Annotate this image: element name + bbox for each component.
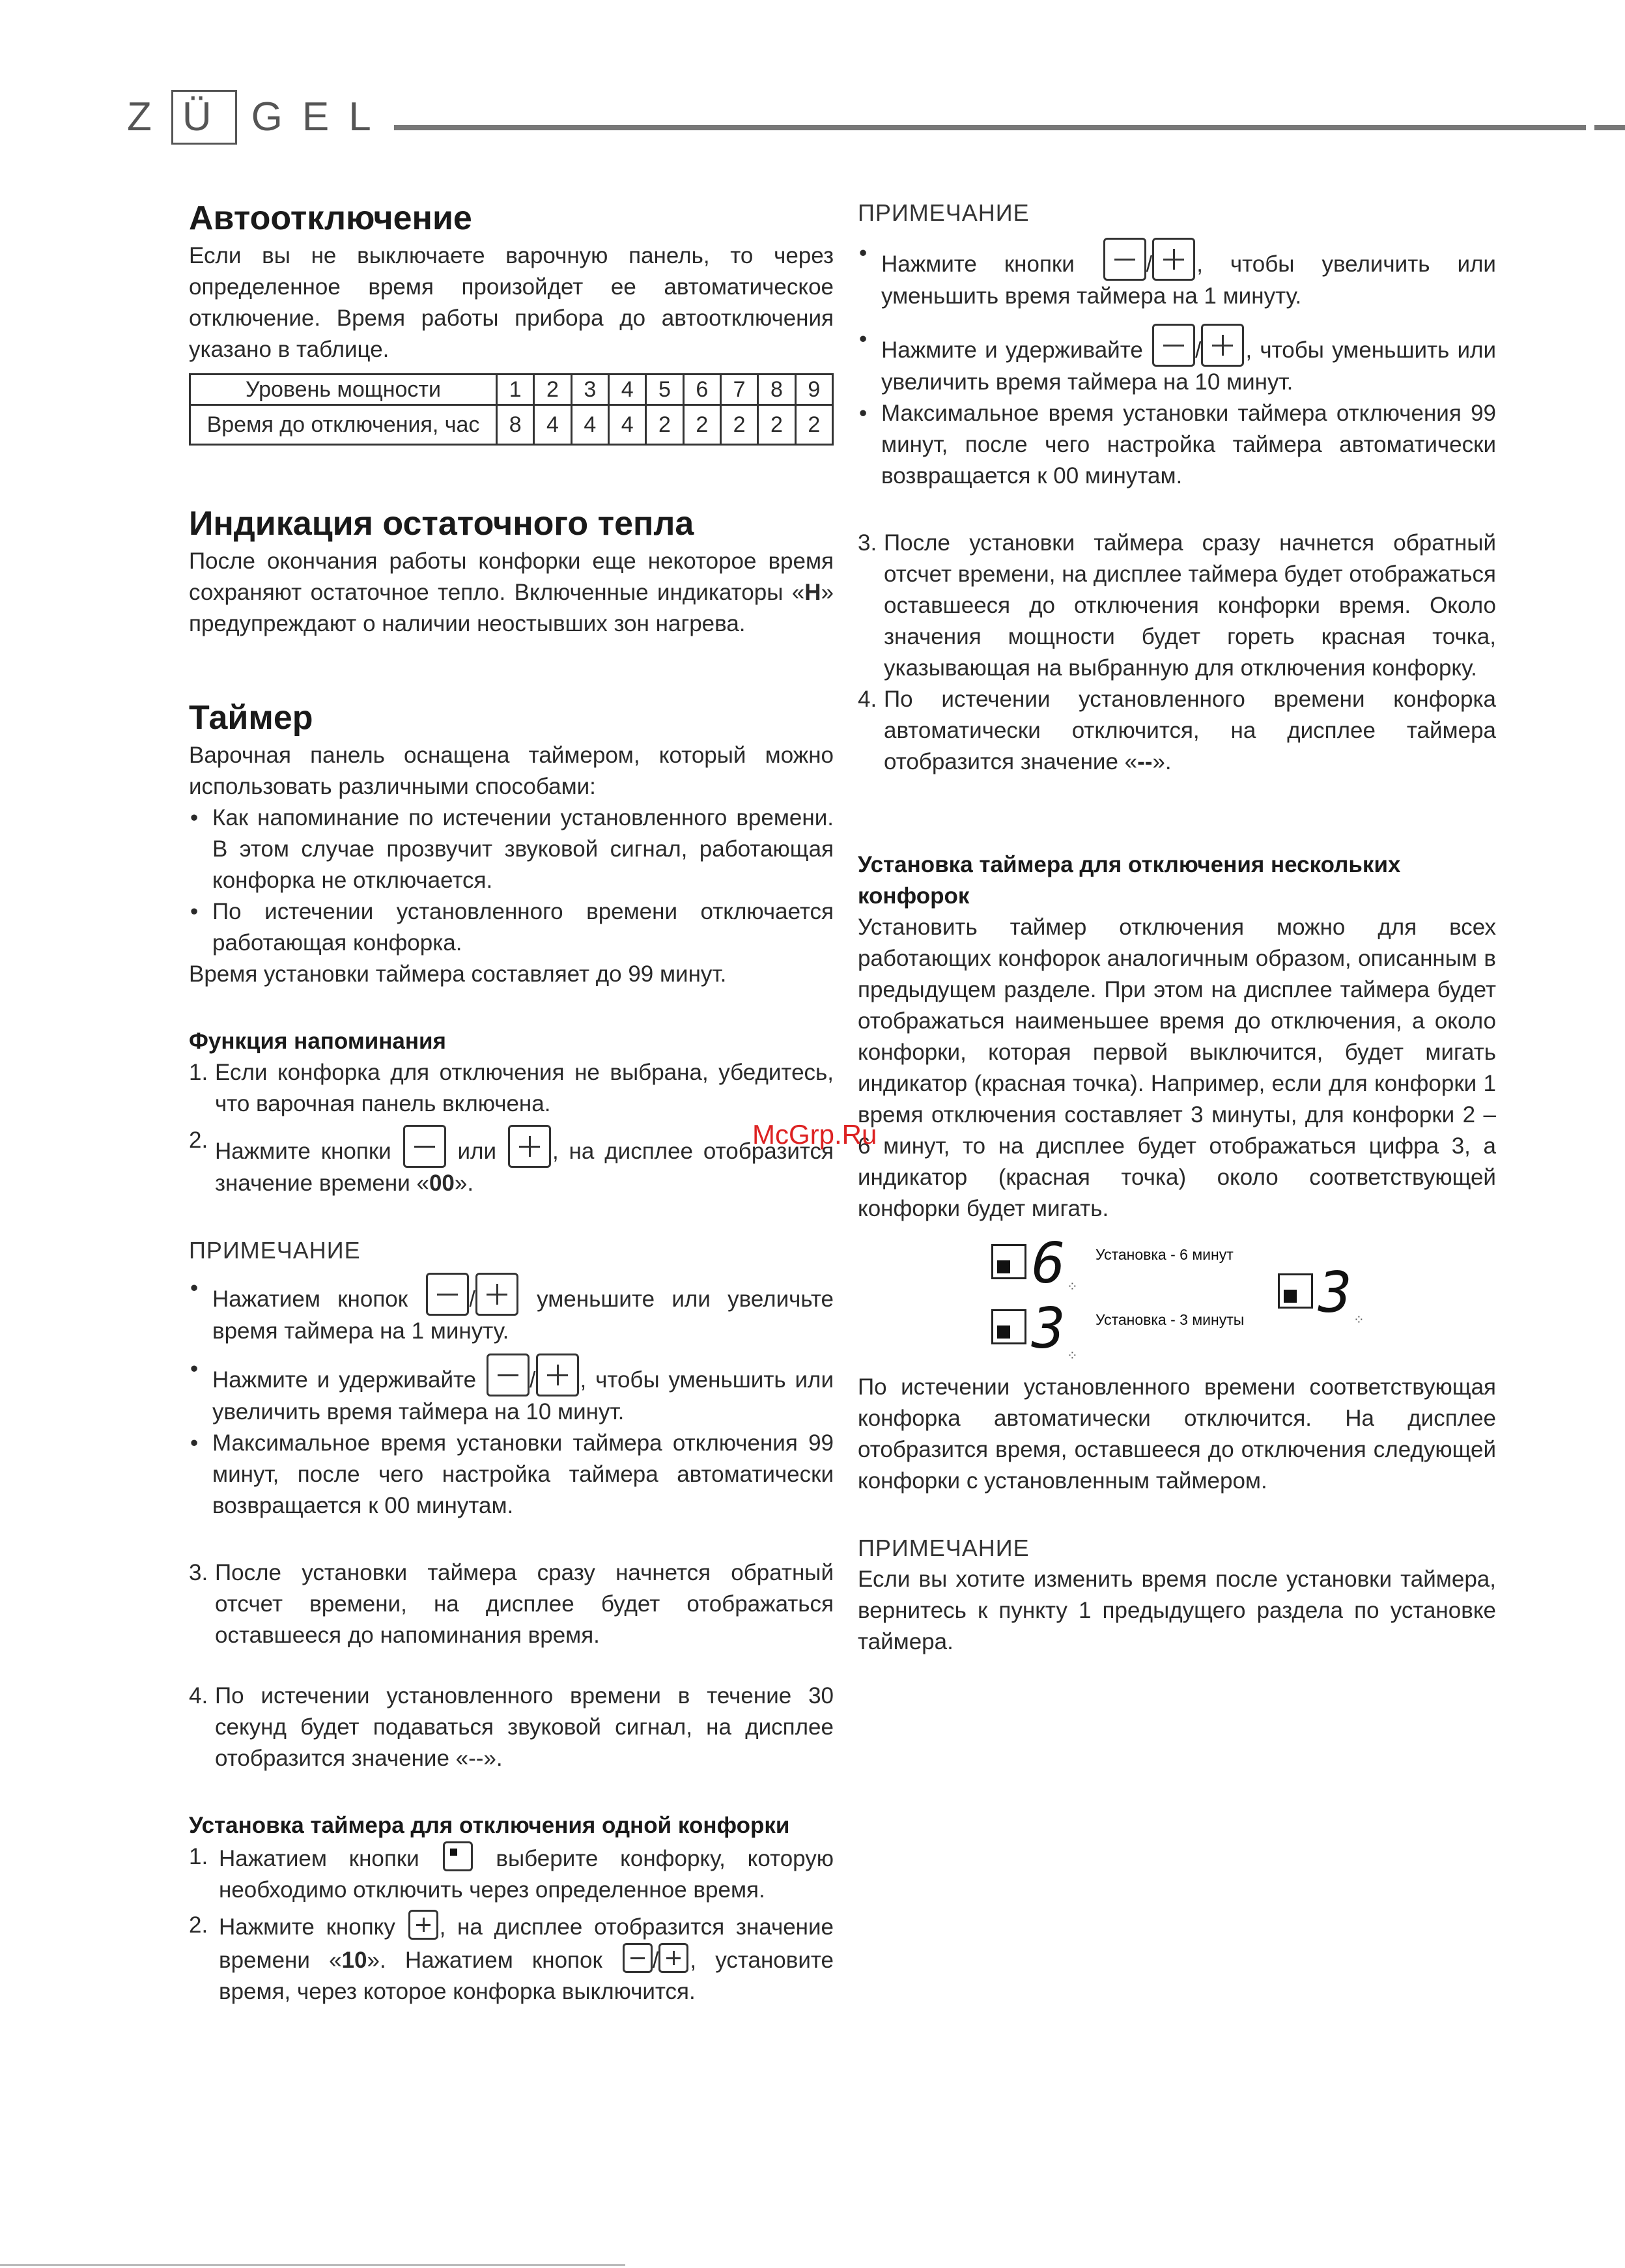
step-text: или bbox=[457, 1139, 497, 1164]
display-digit: 6 bbox=[1032, 1231, 1066, 1296]
step-text: выберите конфорку, которую необходимо отключить через определенное время. bbox=[219, 1846, 834, 1903]
timer-dot-icon: ⁘ bbox=[1067, 1349, 1078, 1363]
minus-key-icon bbox=[1152, 324, 1195, 367]
auto-off-text: Если вы не выключаете варочную панель, то через определенное время произойдет ее автоматическое отключение. Время работы прибора до автоотключения указано в таблице. bbox=[189, 243, 834, 362]
after-text: По истечении установленного времени соответствующая конфорка автоматически отключится. На дисплее отобразится время, оставшееся до отключения следующей конфорки с установленным таймером. bbox=[858, 1374, 1496, 1494]
note-text: уменьшите или увеличьте время таймера на 1 минуту. bbox=[212, 1286, 834, 1344]
shutoff-steps-continued bbox=[858, 528, 1496, 778]
step-number: 1. bbox=[189, 1844, 208, 1869]
step-text: Нажатием кнопки bbox=[219, 1846, 419, 1871]
note-heading: ПРИМЕЧАНИЕ bbox=[858, 199, 1030, 226]
auto-off-table bbox=[189, 373, 834, 446]
note-text: , чтобы уменьшить или увеличить время таймера на 10 минут. bbox=[881, 337, 1496, 395]
burner-indicator-icon bbox=[991, 1244, 1026, 1279]
table-row-hours bbox=[190, 405, 833, 445]
note-text: , чтобы уменьшить или увеличить время таймера на 10 минут. bbox=[212, 1367, 834, 1425]
step-text: , установите время, через которое конфорка выключится. bbox=[219, 1948, 834, 2004]
table-cell-level: 5 bbox=[646, 375, 683, 405]
table-cell-level: 2 bbox=[534, 375, 571, 405]
step-number: 3. bbox=[858, 530, 877, 556]
logo-letter-u-boxed: Ü bbox=[171, 90, 237, 145]
zugel-logo bbox=[127, 91, 391, 143]
plus-key-icon bbox=[1201, 324, 1244, 367]
table-cell-hours: 4 bbox=[608, 405, 645, 445]
multi-burner-heading: Установка таймера для отключения нескольких конфорок bbox=[858, 852, 1401, 909]
residual-h-symbol: H bbox=[804, 580, 821, 605]
step-number: 3. bbox=[189, 1560, 208, 1585]
multi-burner-text: Установить таймер отключения можно для всех работающих конфорок аналогичным образом, описанным в предыдущем разделе. При этом на дисплее таймера будет отображаться наименьшее время до отключения, а около конфорки, которая первой выключится, будет мигать индикатор (красная точка). Например, если для конфорки 1 время отключения составляет 3 минуты, для конфорки 2 – 6 минут, то на дисплее будет отображаться цифра 3, а индикатор (красная точка) около соответствующей конфорки будет мигать. bbox=[858, 914, 1496, 1221]
step-text: После установки таймера сразу начнется обратный отсчет времени, на дисплее будет отображаться оставшееся до напоминания время. bbox=[215, 1560, 834, 1648]
header-rule bbox=[394, 125, 1586, 130]
note-text: , чтобы увеличить или уменьшить время таймера на 1 минуту. bbox=[881, 251, 1496, 309]
timer-dot-icon: ⁘ bbox=[1353, 1313, 1364, 1327]
figure-caption: Установка - 3 минуты bbox=[1095, 1311, 1245, 1328]
table-cell-level: 7 bbox=[720, 375, 757, 405]
single-burner-heading: Установка таймера для отключения одной конфорки bbox=[189, 1813, 790, 1838]
step-text: ». bbox=[1152, 749, 1172, 774]
residual-heat-text bbox=[189, 546, 834, 640]
logo-letter-e: E bbox=[302, 94, 349, 139]
step-text: После установки таймера сразу начнется обратный отсчет времени, на дисплее таймера будет отображаться оставшееся до отключения конфорки время. Около значения мощности будет гореть красная точка, указывающая на выбранную для отключения конфорку. bbox=[884, 530, 1496, 681]
minus-key-icon bbox=[403, 1125, 446, 1168]
table-row-power-level bbox=[190, 375, 833, 405]
single-burner-steps bbox=[189, 1841, 834, 2007]
list-item: • Максимальное время установки таймера отключения 99 минут, после чего настройка таймера автоматически возвращается к 00 минутам. bbox=[189, 1428, 834, 1522]
timer-modes-list bbox=[189, 802, 834, 959]
table-cell-level: 3 bbox=[571, 375, 608, 405]
plus-key-icon bbox=[475, 1273, 518, 1316]
logo-letter-l: L bbox=[348, 94, 391, 139]
list-item bbox=[189, 1680, 834, 1774]
burner-indicator-icon bbox=[1278, 1273, 1313, 1309]
burner-indicator-icon bbox=[991, 1309, 1026, 1344]
step-number: 4. bbox=[189, 1683, 208, 1708]
list-item: • Как напоминание по истечении установленного времени. В этом случае прозвучит звуковой сигнал, работающая конфорка не отключается. bbox=[189, 802, 834, 896]
table-cell-level: 9 bbox=[795, 375, 832, 405]
list-item bbox=[858, 684, 1496, 778]
minus-key-icon bbox=[487, 1354, 530, 1396]
reminder-steps-continued bbox=[189, 1557, 834, 1774]
value-00: 00 bbox=[429, 1170, 455, 1196]
note-text: Нажмите и удерживайте bbox=[212, 1367, 477, 1393]
logo-letter-z: Z bbox=[127, 94, 171, 139]
plus-key-icon bbox=[408, 1910, 438, 1940]
note-text: Если вы хотите изменить время после установки таймера, вернитесь к пункту 1 предыдущего раздела по установке таймера. bbox=[858, 1566, 1496, 1654]
plus-key-icon bbox=[508, 1125, 551, 1168]
minus-key-icon bbox=[1103, 238, 1146, 281]
note-list bbox=[189, 1273, 834, 1522]
timer-range-text: Время установки таймера составляет до 99 минут. bbox=[189, 961, 727, 987]
step-text: Нажмите кнопку bbox=[219, 1914, 395, 1940]
step-number: 1. bbox=[189, 1060, 208, 1085]
note-heading: ПРИМЕЧАНИЕ bbox=[858, 1535, 1030, 1561]
list-item: • По истечении установленного времени отключается работающая конфорка. bbox=[189, 896, 834, 959]
plus-key-icon bbox=[536, 1354, 579, 1396]
residual-text-part: После окончания работы конфорки еще некоторое время сохраняют остаточное тепло. Включенные индикаторы « bbox=[189, 548, 834, 605]
table-cell-level: 6 bbox=[683, 375, 720, 405]
plus-key-icon bbox=[1152, 238, 1195, 281]
list-item bbox=[189, 1125, 834, 1199]
note-text: Нажатием кнопок bbox=[212, 1286, 408, 1312]
table-cell-level: 4 bbox=[608, 375, 645, 405]
left-column bbox=[189, 199, 834, 2007]
table-header-hours: Время до отключения, час bbox=[190, 405, 497, 445]
step-text: ». Нажатием кнопок bbox=[367, 1948, 602, 1973]
display-digit: 3 bbox=[1318, 1260, 1352, 1325]
list-item bbox=[858, 528, 1496, 684]
residual-heat-heading: Индикация остаточного тепла bbox=[189, 505, 694, 543]
auto-off-heading: Автоотключение bbox=[189, 199, 472, 237]
timer-dot-icon: ⁘ bbox=[1067, 1280, 1078, 1294]
note-list bbox=[858, 238, 1496, 492]
table-cell-hours: 2 bbox=[758, 405, 795, 445]
step-text: ». bbox=[454, 1170, 474, 1196]
value-10: 10 bbox=[341, 1948, 367, 1973]
display-figure bbox=[858, 1225, 1496, 1363]
list-item: • Нажмите и удерживайте / , чтобы уменьшить или увеличить время таймера на 10 минут. bbox=[858, 324, 1496, 398]
value-dashes: -- bbox=[1137, 749, 1153, 774]
table-cell-hours: 8 bbox=[497, 405, 534, 445]
watermark-text: McGrp.Ru bbox=[752, 1119, 877, 1150]
list-item: • Максимальное время установки таймера отключения 99 минут, после чего настройка таймера автоматически возвращается к 00 минутам. bbox=[858, 398, 1496, 492]
display-digit: 3 bbox=[1032, 1296, 1066, 1361]
minus-key-icon bbox=[426, 1273, 469, 1316]
logo-letter-g: G bbox=[251, 94, 302, 139]
page-header bbox=[0, 0, 1625, 156]
table-cell-level: 8 bbox=[758, 375, 795, 405]
table-cell-hours: 4 bbox=[571, 405, 608, 445]
list-item bbox=[189, 1057, 834, 1120]
step-number: 2. bbox=[189, 1127, 208, 1153]
list-item: • Нажатием кнопок / уменьшите или увеличьте время таймера на 1 минуту. bbox=[189, 1273, 834, 1347]
step-text: По истечении установленного времени конфорка автоматически отключится, на дисплее таймера отобразится значение « bbox=[884, 687, 1496, 774]
step-text: Нажмите кнопки bbox=[215, 1139, 391, 1164]
note-text: Нажмите и удерживайте bbox=[881, 337, 1143, 363]
list-item: • Нажмите и удерживайте / , чтобы уменьшить или увеличить время таймера на 10 минут. bbox=[189, 1354, 834, 1428]
table-cell-hours: 2 bbox=[795, 405, 832, 445]
step-text: , на дисплее отобразится значение времени « bbox=[215, 1139, 834, 1196]
step-text: Если конфорка для отключения не выбрана, убедитесь, что варочная панель включена. bbox=[215, 1060, 834, 1116]
table-cell-hours: 2 bbox=[683, 405, 720, 445]
plus-key-icon bbox=[658, 1943, 688, 1973]
note-text: Нажмите кнопки bbox=[881, 251, 1075, 277]
list-item: • Нажмите кнопки / , чтобы увеличить или уменьшить время таймера на 1 минуту. bbox=[858, 238, 1496, 312]
step-number: 2. bbox=[189, 1912, 208, 1938]
reminder-steps bbox=[189, 1057, 834, 1199]
table-header-power-level: Уровень мощности bbox=[190, 375, 497, 405]
step-text: , на дисплее отобразится значение времени « bbox=[219, 1914, 834, 1973]
minus-key-icon bbox=[623, 1943, 653, 1973]
list-item bbox=[189, 1557, 834, 1651]
residual-text-part: » предупреждают о наличии неостывших зон нагрева. bbox=[189, 580, 834, 636]
note-heading: ПРИМЕЧАНИЕ bbox=[189, 1237, 361, 1264]
step-number: 4. bbox=[858, 687, 877, 712]
table-cell-hours: 2 bbox=[720, 405, 757, 445]
table-cell-hours: 2 bbox=[646, 405, 683, 445]
timer-intro: Варочная панель оснащена таймером, который можно использовать различными способами: bbox=[189, 743, 834, 799]
reminder-heading: Функция напоминания bbox=[189, 1028, 446, 1054]
timer-heading: Таймер bbox=[189, 699, 313, 737]
footer-rule bbox=[0, 2264, 625, 2266]
right-column bbox=[858, 199, 1496, 1658]
list-item bbox=[189, 1841, 834, 1906]
header-rule-end bbox=[1594, 125, 1625, 130]
burner-select-key-icon bbox=[443, 1841, 473, 1871]
step-text: По истечении установленного времени в течение 30 секунд будет подаваться звуковой сигнал, на дисплее отобразится значение «--». bbox=[215, 1683, 834, 1771]
list-item: 2. Нажмите кнопку , на дисплее отобразится значение времени «10». Нажатием кнопок / , установите время, через которое конфорка выключится. bbox=[189, 1910, 834, 2007]
table-cell-level: 1 bbox=[497, 375, 534, 405]
figure-caption: Установка - 6 минут bbox=[1095, 1246, 1234, 1263]
table-cell-hours: 4 bbox=[534, 405, 571, 445]
